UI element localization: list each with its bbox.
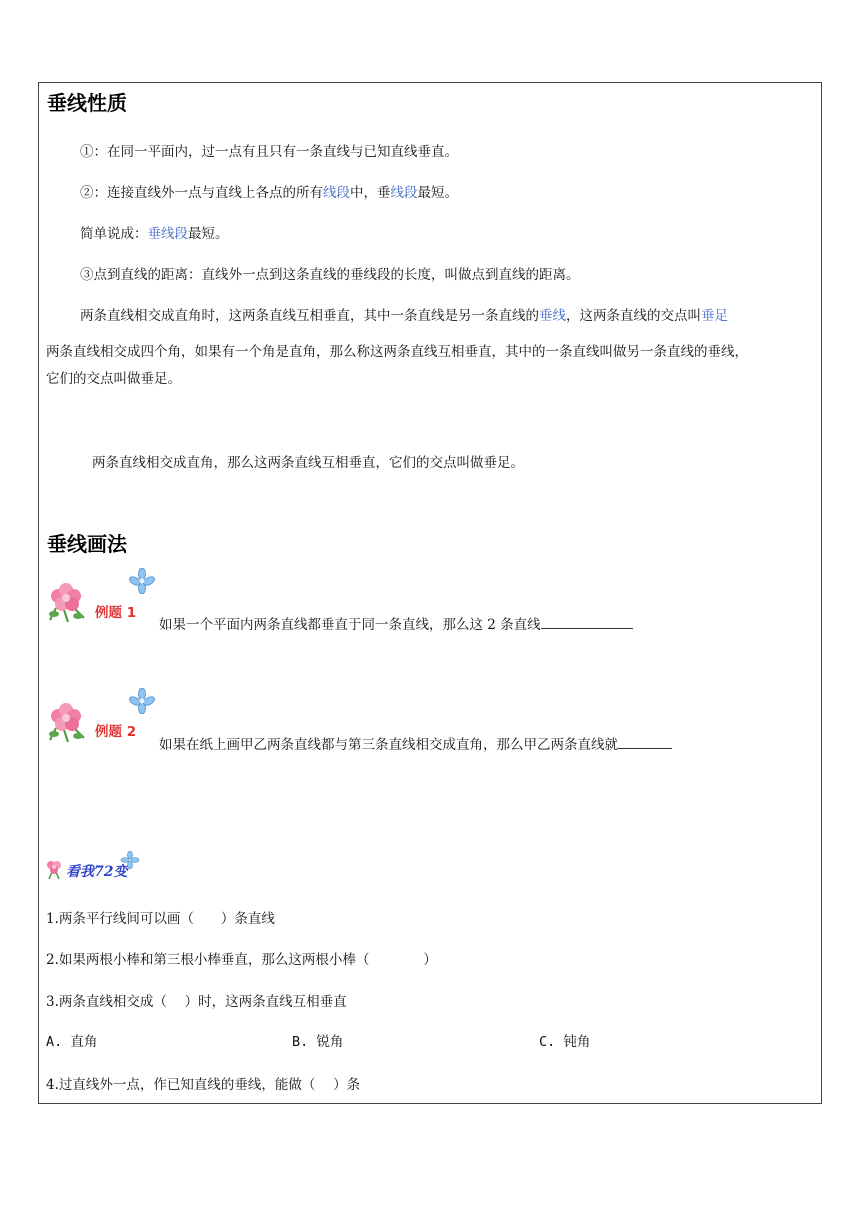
practice-question-1: 1.两条平行线间可以画（ ）条直线 bbox=[46, 911, 275, 927]
section-title-drawing: 垂线画法 bbox=[47, 532, 127, 556]
snowflake-icon bbox=[127, 568, 157, 594]
example-2-question: 如果在纸上画甲乙两条直线都与第三条直线相交成直角，那么甲乙两条直线就 bbox=[159, 733, 672, 753]
example-2-label: 例题 2 bbox=[95, 724, 137, 740]
summary-statement: 两条直线相交成直角，那么这两条直线互相垂直，它们的交点叫做垂足。 bbox=[92, 455, 524, 471]
property-2: ②：连接直线外一点与直线上各点的所有线段中，垂线段最短。 bbox=[80, 185, 458, 201]
link-perpendicular-line[interactable]: 垂线 bbox=[539, 308, 566, 324]
link-perpendicular-segment[interactable]: 垂线段 bbox=[147, 226, 188, 242]
practice-banner: 看我72变 bbox=[66, 864, 128, 880]
flower-icon bbox=[44, 698, 90, 744]
property-3-distance: ③点到直线的距离：直线外一点到这条直线的垂线段的长度，叫做点到直线的距离。 bbox=[80, 267, 580, 283]
definition-line-1: 两条直线相交成四个角，如果有一个角是直角，那么称这两条直线互相垂直，其中的一条直线叫做另一条直线的垂线， bbox=[46, 344, 748, 360]
option-c[interactable]: C. 钝角 bbox=[539, 1034, 591, 1050]
practice-question-3: 3.两条直线相交成（ ）时，这两条直线互相垂直 bbox=[46, 994, 347, 1010]
example-1-question: 如果一个平面内两条直线都垂直于同一条直线，那么这 2 条直线 bbox=[159, 613, 633, 633]
snowflake-icon bbox=[127, 688, 157, 714]
practice-question-4: 4.过直线外一点，作已知直线的垂线，能做（ ）条 bbox=[46, 1077, 361, 1093]
section-title-properties: 垂线性质 bbox=[47, 91, 127, 115]
definition-line-2: 它们的交点叫做垂足。 bbox=[46, 371, 181, 387]
example-1-label: 例题 1 bbox=[95, 605, 137, 621]
link-segment[interactable]: 线段 bbox=[323, 185, 350, 201]
practice-question-2: 2.如果两根小棒和第三根小棒垂直，那么这两根小棒（ ） bbox=[46, 952, 437, 968]
property-1: ①：在同一平面内，过一点有且只有一条直线与已知直线垂直。 bbox=[80, 144, 458, 160]
simple-statement: 简单说成：垂线段最短。 bbox=[80, 226, 229, 242]
option-b[interactable]: B. 锐角 bbox=[292, 1034, 344, 1050]
link-foot-of-perpendicular[interactable]: 垂足 bbox=[701, 308, 728, 324]
answer-blank[interactable] bbox=[618, 736, 672, 749]
flower-icon bbox=[44, 858, 64, 880]
definition-paragraph: 两条直线相交成直角时，这两条直线互相垂直，其中一条直线是另一条直线的垂线，这两条直线的交点叫垂足 bbox=[80, 308, 728, 324]
snowflake-icon bbox=[120, 851, 140, 869]
answer-blank[interactable] bbox=[541, 616, 633, 629]
flower-icon bbox=[44, 578, 90, 624]
link-segment-2[interactable]: 线段 bbox=[390, 185, 418, 201]
option-a[interactable]: A. 直角 bbox=[46, 1034, 98, 1050]
